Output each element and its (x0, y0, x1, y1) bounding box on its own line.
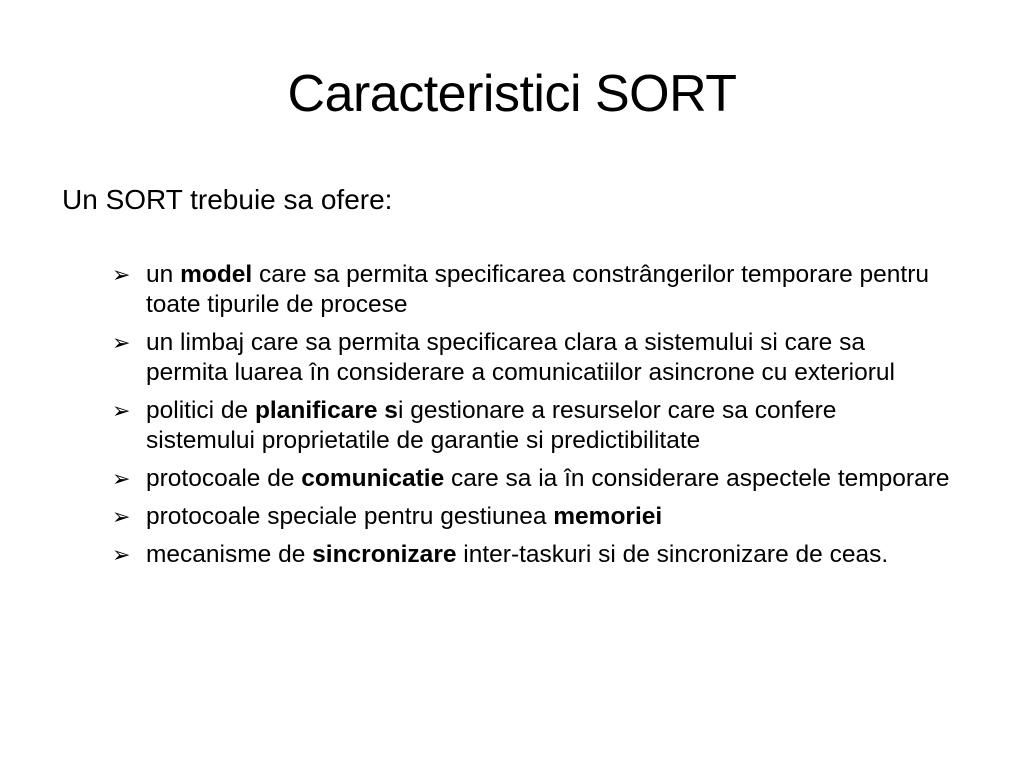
bullet-bold-text: comunicatie (301, 465, 445, 492)
bullet-bold-text: sincronizare (312, 541, 457, 568)
arrow-bullet-icon: ➢ (112, 504, 131, 529)
bullet-item (112, 502, 952, 532)
bullet-item (112, 464, 952, 494)
arrow-bullet-icon: ➢ (112, 398, 131, 423)
bullet-text: inter-taskuri si de sincronizare de ceas. (456, 541, 889, 568)
bullet-text: care sa ia în considerare aspectele temporare (444, 465, 950, 492)
bullet-text: un limbaj care sa permita specificarea clara a sistemului si care sa permita luarea în considerare a comunicatiilor asincrone cu exteriorul (146, 329, 895, 386)
bullet-bold-text: model (180, 261, 253, 288)
slide-title: Caracteristici SORT (287, 65, 737, 123)
bullet-text: mecanisme de (146, 541, 313, 568)
bullet-item (112, 328, 952, 388)
bullet-text: i gestionare a resurselor care sa confere sistemului proprietatile de garantie si predictibilitate (146, 397, 837, 454)
bullet-text: protocoale speciale pentru gestiunea (146, 503, 554, 530)
bullet-item (112, 396, 952, 456)
bullet-text: care sa permita specificarea constrângerilor temporare pentru toate tipurile de procese (146, 261, 930, 318)
intro-text: Un SORT trebuie sa ofere: (62, 184, 393, 215)
arrow-bullet-icon: ➢ (112, 262, 131, 287)
bullet-text: politici de (146, 397, 255, 424)
bullet-bold-text: memoriei (553, 503, 663, 530)
bullet-item (112, 260, 952, 320)
arrow-bullet-icon: ➢ (112, 542, 131, 567)
arrow-bullet-icon: ➢ (112, 466, 131, 491)
arrow-bullet-icon: ➢ (112, 330, 131, 355)
bullet-item (112, 540, 952, 570)
bullet-bold-text: planificare s (254, 397, 398, 424)
bullet-text: un (146, 261, 181, 288)
bullet-list (112, 260, 952, 578)
bullet-text: protocoale de (146, 465, 302, 492)
